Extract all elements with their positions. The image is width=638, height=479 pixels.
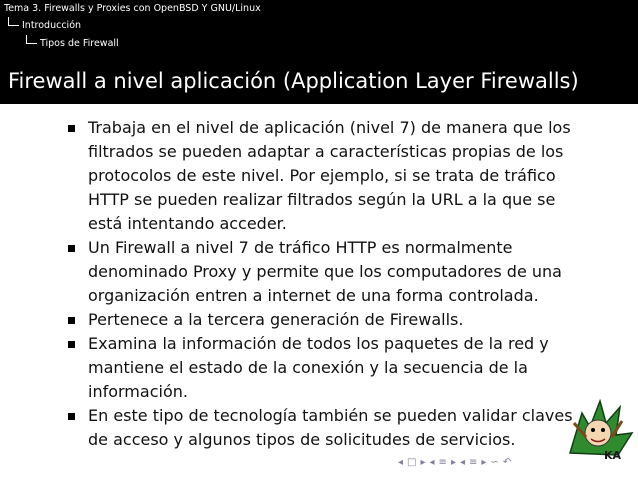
bullet-square-icon — [68, 413, 75, 420]
nav-prev-section-icon[interactable]: ◂ — [459, 457, 465, 468]
nav-search-icon[interactable]: ∽ — [490, 457, 499, 468]
nav-first-frame-icon[interactable]: ◂ — [398, 457, 404, 468]
slide-content — [0, 104, 638, 479]
list-item — [68, 404, 588, 452]
nav-section-icon[interactable]: ≡ — [469, 457, 478, 468]
list-item-text: Examina la información de todos los paquetes de la red y mantiene el estado de la conexión y la secuencia de la información. — [88, 334, 549, 401]
slide-header — [0, 0, 638, 52]
presentation-title: Tema 3. Firewalls y Proxies con OpenBSD Y GNU/Linux — [4, 3, 261, 14]
subsection-breadcrumb — [26, 35, 119, 50]
section-breadcrumb — [8, 17, 81, 32]
tree-branch-icon — [8, 17, 19, 26]
nav-next-frame-icon[interactable]: ▸ — [420, 457, 426, 468]
list-item-text: Trabaja en el nivel de aplicación (nivel 7) de manera que los filtrados se pueden adaptar a características propias de los protocolos de este nivel. Por ejemplo, si se trata de tráfico HTTP se pueden realizar filtrados según la URL a la que se está intentando acceder. — [88, 118, 571, 233]
nav-frame-icon[interactable]: □ — [407, 457, 417, 468]
mascot-label: KA — [604, 449, 622, 462]
bullet-square-icon — [68, 317, 75, 324]
list-item — [68, 236, 588, 308]
bullet-square-icon — [68, 125, 75, 132]
list-item-text: Pertenece a la tercera generación de Firewalls. — [88, 310, 464, 329]
nav-next-subsection-icon[interactable]: ▸ — [450, 457, 456, 468]
list-item-text: En este tipo de tecnología también se pueden validar claves de acceso y algunos tipos de solicitudes de servicios. — [88, 406, 573, 449]
slide-title: Firewall a nivel aplicación (Application Layer Firewalls) — [8, 69, 579, 93]
bullet-list — [68, 116, 588, 452]
bullet-square-icon — [68, 245, 75, 252]
nav-undo-icon[interactable]: ↶ — [502, 457, 512, 468]
slide-title-bar — [0, 52, 638, 104]
list-item — [68, 308, 588, 332]
subsection-label: Tipos de Firewall — [40, 38, 119, 49]
list-item — [68, 332, 588, 404]
tree-branch-icon — [26, 35, 37, 44]
list-item-text: Un Firewall a nivel 7 de tráfico HTTP es normalmente denominado Proxy y permite que los computadores de una organización entren a internet de una forma controlada. — [88, 238, 562, 305]
section-label: Introducción — [22, 20, 82, 31]
mascot-logo — [560, 393, 638, 465]
nav-next-section-icon[interactable]: ▸ — [481, 457, 487, 468]
nav-prev-subsection-icon[interactable]: ◂ — [429, 457, 435, 468]
beamer-navigation — [398, 456, 511, 470]
bullet-square-icon — [68, 341, 75, 348]
nav-subsection-icon[interactable]: ≡ — [438, 457, 447, 468]
list-item — [68, 116, 588, 236]
